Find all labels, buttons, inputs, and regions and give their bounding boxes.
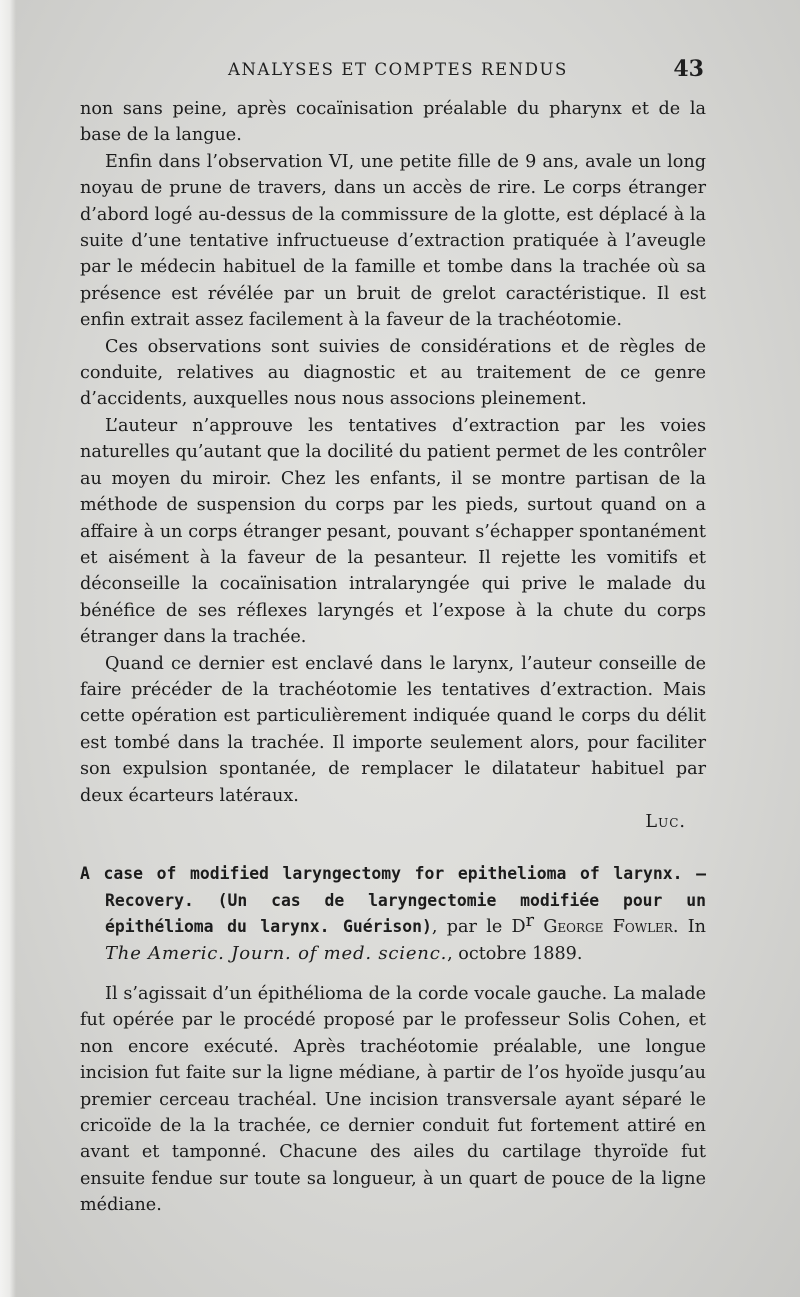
running-title: ANALYSES ET COMPTES RENDUS [228, 60, 568, 79]
review-heading [80, 861, 706, 967]
review-signature: Luc. [645, 811, 686, 832]
paragraph-observation-vi: Enfin dans l’observation VI, une petite fille de 9 ans, avale un long noyau de prune de travers, dans un accès de rire. Le corps étranger d’abord logé au-dessus de la commissure de la glotte, est déplacé à la suite d’une tentative infructueuse d’extraction pratiquée à l’aveugle par le médecin habituel de la famille et tombe dans la trachée où sa présence est révélée par un bruit de grelot caractéristique. Il est enfin extrait assez facilement à la faveur de la trachéotomie. [80, 151, 706, 331]
review-by: , par le [431, 917, 512, 938]
review-journal: The Americ. Journ. of med. scienc. [105, 942, 448, 964]
review-in: . In [672, 917, 707, 938]
running-head [80, 56, 706, 86]
review-author: George Fowler [534, 917, 673, 938]
review-date: , octobre 1889. [447, 943, 583, 964]
page-edge [0, 0, 16, 1297]
paragraph-continuation: non sans peine, après cocaïnisation préalable du pharynx et de la base de la langue. [80, 99, 706, 146]
body-text [80, 96, 706, 1219]
review-title: A case of modified laryngectomy for epithelioma of larynx. — Recovery. (Un cas de laryngectomie modifiée pour un épithélioma du larynx. Guérison) [80, 864, 706, 937]
doctor-prefix: D [511, 917, 526, 938]
paragraph-extraction: L’auteur n’approuve les tentatives d’extraction par les voies naturelles qu’autant que la docilité du patient permet de les contrôler au moyen du miroir. Chez les enfants, il se montre partisan de la méthode de suspension du corps par les pieds, surtout quand on a affaire à un corps étranger pesant, pouvant s’échapper spontanément et aisément à la faveur de la pesanteur. Il rejette les vomitifs et déconseille la cocaïnisation intralaryngée qui prive le malade du bénéfice de ses réflexes laryngés et l’expose à la chute du corps étranger dans la trachée. [80, 415, 706, 648]
page-number: 43 [673, 56, 704, 82]
paragraph-tracheotomy: Quand ce dernier est enclavé dans le larynx, l’auteur conseille de faire précéder de la trachéotomie les tentatives d’extraction. Mais cette opération est particulièrement indiquée quand le corps du délit est tombé dans la trachée. Il importe seulement alors, pour faciliter son expulsion spontanée, de remplacer le dilatateur habituel par deux écarteurs latéraux. [80, 653, 706, 806]
paragraph-considerations: Ces observations sont suivies de considérations et de règles de conduite, relatives au diagnostic et au traitement de ce genre d’accidents, auxquelles nous nous associons pleinement. [80, 336, 706, 410]
paragraph-laryngectomy: Il s’agissait d’un épithélioma de la corde vocale gauche. La malade fut opérée par le procédé proposé par le professeur Solis Cohen, et non encore exécuté. Après trachéotomie préalable, une longue incision fut faite sur la ligne médiane, à partir de l’os hyoïde jusqu’au premier cerceau trachéal. Une incision transversale ayant séparé le cricoïde de la la trachée, ce dernier conduit fut fortement attiré en avant et tamponné. Chacune des ailes du cartilage thyroïde fut ensuite fendue sur toute sa longueur, à un quart de pouce de la ligne médiane. [80, 984, 706, 1216]
doctor-superscript: r [525, 911, 535, 932]
